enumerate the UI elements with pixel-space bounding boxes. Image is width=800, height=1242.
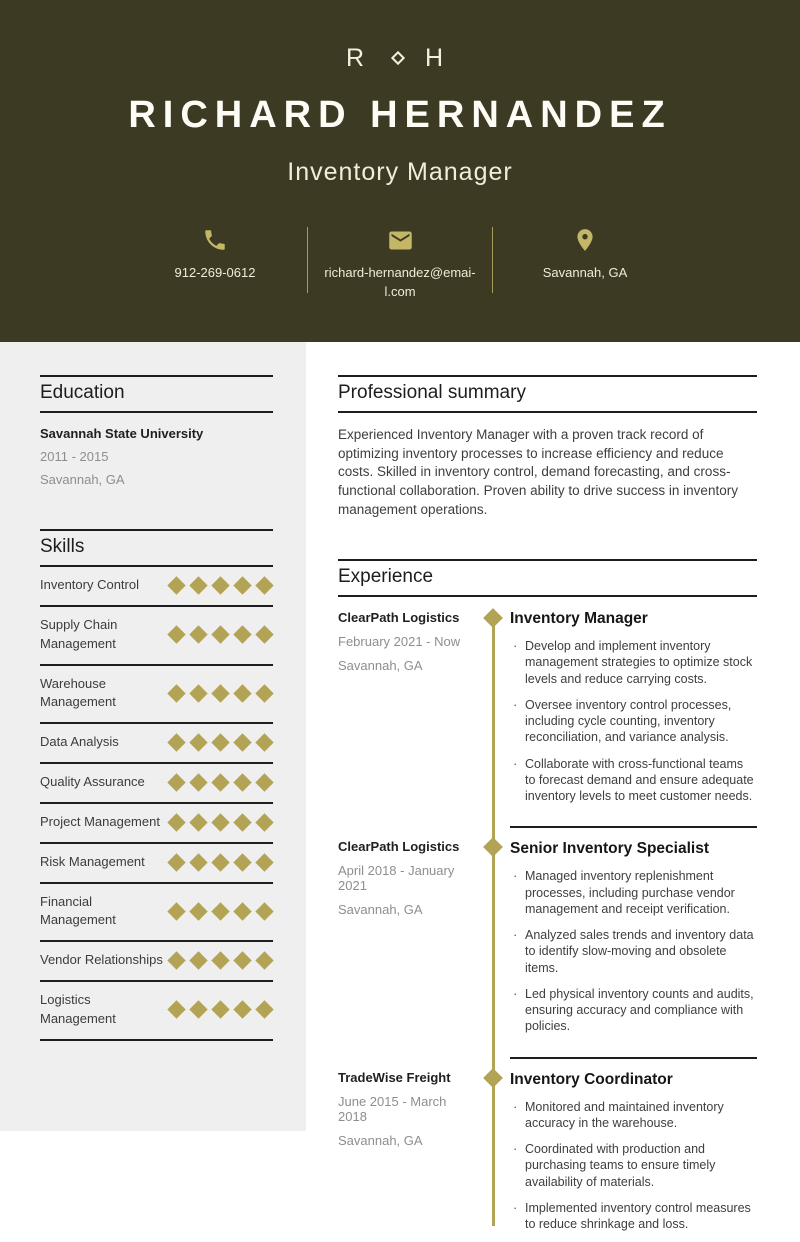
diamond-icon [189, 853, 207, 871]
bullet-dot: · [513, 1141, 518, 1157]
diamond-icon [189, 684, 207, 702]
skill-label-line: Financial Management [40, 893, 116, 928]
skill-label [40, 951, 163, 970]
jobs-list [338, 610, 757, 1242]
job-location: Savannah, GA [338, 902, 423, 918]
job-role-subtitle: Inventory Manager [287, 158, 513, 186]
skill-label [40, 773, 145, 792]
diamond-icon [255, 952, 273, 970]
bullet-dot: · [513, 868, 518, 884]
skills-section [40, 529, 273, 1041]
monogram-left-initial: R [345, 44, 376, 72]
skill-label-line: Warehouse [40, 675, 106, 691]
location-pin-icon [572, 225, 598, 255]
job-bullet [510, 868, 757, 917]
bullet-text: Coordinated with production and purchasing teams to ensure timely availability of materials. [525, 1142, 716, 1189]
skill-rating [170, 687, 273, 700]
email-line2: l.com [384, 283, 416, 299]
bullet-dot: · [513, 1098, 518, 1114]
diamond-icon [211, 576, 229, 594]
diamond-icon [255, 902, 273, 920]
summary-text: Experienced Inventory Manager with a proven track record of optimizing inventory processes to increase efficiency and reduce costs. Skilled in inventory control, demand forecasting, and cross-functional collaboration. Proven ability to drive success in inventory management operations. [338, 427, 738, 517]
diamond-icon [189, 773, 207, 791]
skill-row [40, 942, 273, 982]
diamond-icon [233, 1001, 251, 1019]
skill-label-line: Logistics Management [40, 992, 116, 1026]
job-company: ClearPath Logistics [338, 610, 460, 626]
skill-row [40, 844, 273, 884]
skill-row [40, 666, 273, 725]
skill-row [40, 724, 273, 764]
diamond-icon [233, 625, 251, 643]
skill-rating [170, 816, 273, 829]
diamond-icon [211, 733, 229, 751]
email-line1: richard-hernandez@emai- [324, 265, 476, 280]
diamond-icon [233, 902, 251, 920]
location-text: Savannah, GA [542, 265, 628, 280]
education-entry [40, 426, 273, 487]
education-dates: 2011 - 2015 [40, 449, 109, 464]
page-title-name: RICHARD HERNANDEZ [128, 94, 672, 136]
skill-label [40, 576, 139, 595]
diamond-icon [391, 51, 405, 65]
diamond-icon [167, 853, 185, 871]
diamond-icon [167, 576, 185, 594]
skill-label-line: Management [40, 694, 116, 710]
skill-label [40, 733, 119, 752]
skill-label-line: Vendor Relationships [40, 952, 163, 968]
diamond-icon [167, 1001, 185, 1019]
diamond-icon [255, 813, 273, 831]
bullet-text: Collaborate with cross-functional teams to forecast demand and ensure adequate inventory levels to meet customer needs. [525, 756, 754, 804]
contact-phone [123, 225, 307, 302]
sidebar [0, 342, 306, 1131]
diamond-icon [189, 576, 207, 594]
diamond-icon [211, 773, 229, 791]
bullet-text: Monitored and maintained inventory accuracy in the warehouse. [525, 1099, 724, 1130]
diamond-icon [167, 813, 185, 831]
job-title: Inventory Manager [510, 610, 648, 628]
job-bullet [510, 756, 757, 805]
job-meta [338, 610, 488, 814]
monogram [0, 0, 800, 73]
main-column [306, 342, 800, 1232]
skill-row [40, 607, 273, 666]
experience-section [338, 559, 757, 1242]
job-entry [338, 826, 757, 1044]
job-bullet [510, 638, 757, 687]
job-meta [338, 1057, 488, 1242]
skill-label [40, 991, 170, 1029]
diamond-icon [167, 625, 185, 643]
bullet-dot: · [513, 638, 518, 654]
job-bullet [510, 1099, 757, 1132]
job-dates: June 2015 - March 2018 [338, 1093, 447, 1124]
bullet-text: Implemented inventory control measures to reduce shrinkage and loss. [525, 1200, 751, 1232]
diamond-icon [211, 902, 229, 920]
monogram-right-initial: H [424, 44, 455, 72]
skill-label-line: Quality Assurance [40, 774, 145, 790]
summary-heading: Professional summary [338, 375, 757, 413]
diamond-icon [233, 773, 251, 791]
diamond-icon [167, 773, 185, 791]
job-company: TradeWise Freight [338, 1069, 451, 1085]
job-entry [338, 1057, 757, 1242]
skill-rating [170, 579, 273, 592]
skill-rating [170, 736, 273, 749]
education-location: Savannah, GA [40, 472, 125, 487]
diamond-icon [233, 733, 251, 751]
diamond-icon [189, 733, 207, 751]
skill-label [40, 893, 170, 931]
skill-label-line: Supply Chain [40, 616, 118, 632]
skill-label [40, 853, 145, 872]
skill-label-line: Project Management [40, 813, 160, 829]
job-detail [510, 610, 757, 814]
skill-row [40, 764, 273, 804]
job-bullet [510, 986, 757, 1035]
job-detail [510, 826, 757, 1044]
education-heading: Education [40, 375, 273, 413]
phone-number: 912-269-0612 [174, 265, 256, 280]
diamond-icon [255, 853, 273, 871]
skill-row [40, 884, 273, 943]
job-title: Senior Inventory Specialist [510, 840, 709, 858]
diamond-icon [255, 625, 273, 643]
diamond-icon [211, 1001, 229, 1019]
bullet-dot: · [513, 755, 518, 771]
education-school: Savannah State University [40, 426, 204, 441]
diamond-icon [255, 733, 273, 751]
diamond-icon [211, 952, 229, 970]
job-company: ClearPath Logistics [338, 839, 460, 855]
diamond-icon [233, 813, 251, 831]
bullet-text: Analyzed sales trends and inventory data to identify slow-moving and obsolete items. [525, 928, 754, 975]
diamond-icon [255, 576, 273, 594]
bullet-text: Develop and implement inventory management strategies to optimize stock levels and reduce carrying costs. [525, 639, 753, 686]
skill-label-line: Data Analysis [40, 734, 119, 750]
diamond-icon [233, 853, 251, 871]
header [0, 0, 800, 342]
contact-row [0, 225, 800, 302]
skill-row [40, 804, 273, 844]
experience-heading: Experience [338, 559, 757, 597]
skill-rating [170, 1003, 273, 1016]
bullet-text: Managed inventory replenishment processes, including purchase vendor management and receipt verification. [525, 869, 735, 916]
skill-rating [170, 905, 273, 918]
skill-label [40, 616, 117, 654]
diamond-icon [189, 952, 207, 970]
diamond-icon [167, 902, 185, 920]
job-detail [510, 1057, 757, 1242]
email-address [324, 264, 475, 302]
skills-list [40, 567, 273, 1041]
bullet-dot: · [513, 696, 518, 712]
contact-location [493, 225, 677, 302]
job-bullet [510, 697, 757, 746]
diamond-icon [189, 625, 207, 643]
job-location: Savannah, GA [338, 1132, 423, 1148]
diamond-icon [211, 813, 229, 831]
email-icon [387, 225, 414, 255]
skills-heading: Skills [40, 529, 273, 567]
skill-rating [170, 776, 273, 789]
diamond-icon [167, 733, 185, 751]
diamond-icon [189, 1001, 207, 1019]
job-bullet [510, 927, 757, 976]
job-bullet [510, 1200, 757, 1233]
skill-label [40, 813, 160, 832]
job-entry [338, 610, 757, 814]
diamond-icon [167, 684, 185, 702]
bullet-dot: · [513, 985, 518, 1001]
bullet-text: Led physical inventory counts and audits, ensuring accuracy and compliance with policies. [525, 986, 754, 1034]
skill-row [40, 567, 273, 607]
diamond-icon [167, 952, 185, 970]
diamond-icon [211, 853, 229, 871]
diamond-icon [255, 1001, 273, 1019]
skill-rating [170, 856, 273, 869]
skill-label-line: Management [40, 635, 116, 651]
bullet-dot: · [513, 927, 518, 943]
diamond-icon [189, 902, 207, 920]
diamond-icon [255, 773, 273, 791]
diamond-icon [211, 684, 229, 702]
bullet-text: Oversee inventory control processes, including cycle counting, inventory reconciliation, and variance analysis. [525, 697, 732, 745]
diamond-icon [233, 684, 251, 702]
job-bullet [510, 1141, 757, 1190]
job-title: Inventory Coordinator [510, 1070, 673, 1088]
job-meta [338, 826, 488, 1044]
job-dates: February 2021 - Now [338, 634, 461, 650]
contact-email [308, 225, 492, 302]
bullet-dot: · [513, 1199, 518, 1215]
skill-row [40, 982, 273, 1041]
skill-rating [170, 628, 273, 641]
skill-rating [170, 954, 273, 967]
skill-label-line: Inventory Control [40, 577, 139, 592]
diamond-icon [233, 952, 251, 970]
diamond-icon [233, 576, 251, 594]
job-location: Savannah, GA [338, 658, 423, 674]
skill-label-line: Risk Management [40, 853, 145, 869]
skill-label [40, 675, 116, 713]
phone-icon [202, 225, 228, 255]
diamond-icon [211, 625, 229, 643]
diamond-icon [255, 684, 273, 702]
job-dates: April 2018 - January 2021 [338, 863, 455, 894]
diamond-icon [189, 813, 207, 831]
